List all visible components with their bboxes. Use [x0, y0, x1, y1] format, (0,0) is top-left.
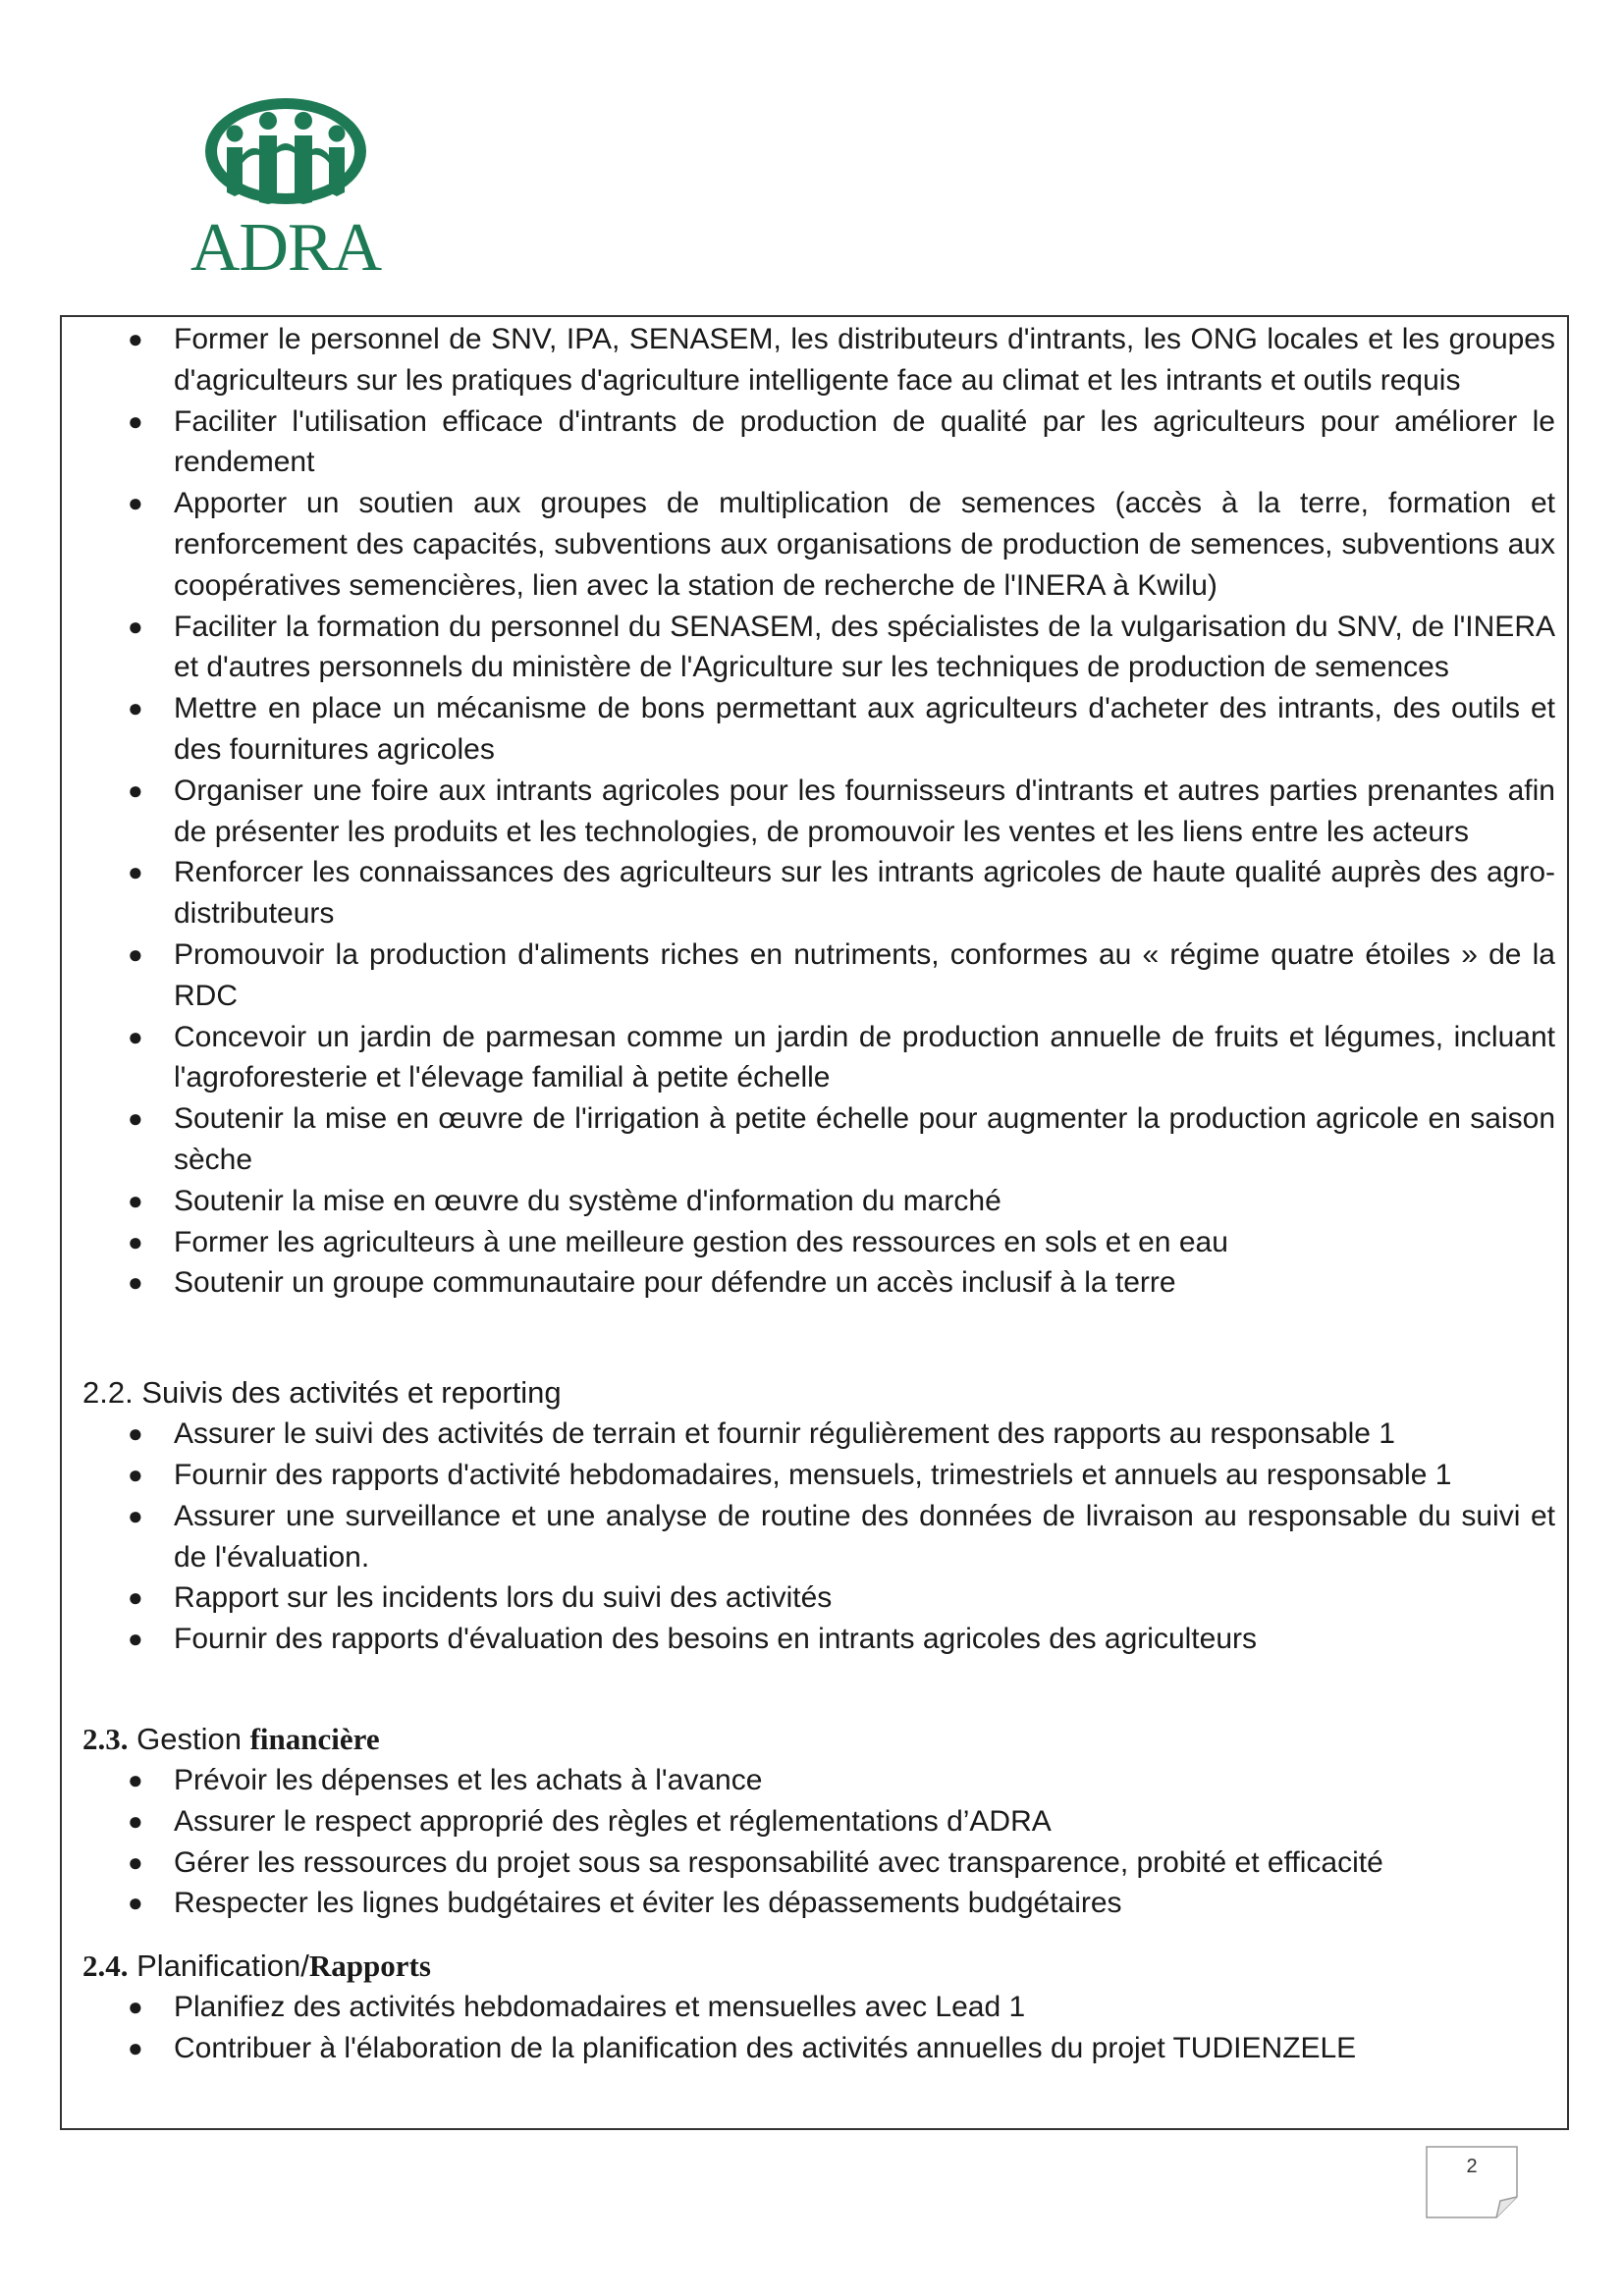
- section-2-4-bullet-list: [82, 1987, 1555, 2069]
- list-item: ● Soutenir un groupe communautaire pour défendre un accès inclusif à la terre: [82, 1262, 1555, 1304]
- list-item: ● Contribuer à l'élaboration de la planification des activités annuelles du projet TUDIENZELE: [82, 2028, 1555, 2069]
- bullet-icon: ●: [128, 611, 143, 641]
- bullet-icon: ●: [128, 1764, 143, 1794]
- bullet-icon: ●: [128, 1992, 143, 2022]
- section-number: 2.4.: [82, 1949, 129, 1984]
- bullet-icon: ●: [128, 1103, 143, 1134]
- section-heading-2-4: [82, 1946, 1555, 1987]
- bullet-icon: ●: [128, 1624, 143, 1654]
- page-number: 2: [1466, 2156, 1478, 2177]
- intro-bullet-list: [82, 319, 1555, 1304]
- list-item: ● Faciliter la formation du personnel du SENASEM, des spécialistes de la vulgarisation du SNV, de l'INERA et d'autres personnels du ministère de l'Agriculture sur les techniques de production de semences: [82, 607, 1555, 689]
- list-item: ● Planifiez des activités hebdomadaires et mensuelles avec Lead 1: [82, 1987, 1555, 2028]
- bullet-icon: ●: [128, 1582, 143, 1613]
- list-item: ● Mettre en place un mécanisme de bons permettant aux agriculteurs d'acheter des intrants, des outils et des fournitures agricoles: [82, 688, 1555, 771]
- bullet-icon: ●: [128, 1021, 143, 1051]
- list-item: ● Faciliter l'utilisation efficace d'intrants de production de qualité par les agriculteurs pour améliorer le rendement: [82, 401, 1555, 484]
- spacer: [82, 1304, 1555, 1372]
- bullet-icon: ●: [128, 1226, 143, 1256]
- bullet-icon: ●: [128, 1500, 143, 1530]
- section-title-text: Planification/: [136, 1949, 309, 1984]
- document-body: [82, 319, 1555, 2069]
- bullet-icon: ●: [128, 1846, 143, 1877]
- bullet-icon: ●: [128, 1185, 143, 1215]
- adra-people-emblem-icon: [189, 94, 382, 212]
- list-item: ● Soutenir la mise en œuvre de l'irrigation à petite échelle pour augmenter la production agricole en saison sèche: [82, 1098, 1555, 1181]
- list-item: ● Soutenir la mise en œuvre du système d'information du marché: [82, 1181, 1555, 1222]
- spacer: [82, 1660, 1555, 1719]
- list-item: ● Assurer le respect approprié des règles et réglementations d’ADRA: [82, 1801, 1555, 1842]
- section-title-bold-text: financière: [249, 1721, 380, 1756]
- list-item: ● Apporter un soutien aux groupes de multiplication de semences (accès à la terre, formation et renforcement des capacités, subventions aux organisations de production de semences, subventions aux coopératives semencières, lien avec la station de recherche de l'INERA à Kwilu): [82, 483, 1555, 606]
- list-item: ● Concevoir un jardin de parmesan comme un jardin de production annuelle de fruits et légumes, incluant l'agroforesterie et l'élevage familial à petite échelle: [82, 1017, 1555, 1099]
- bullet-icon: ●: [128, 1888, 143, 1918]
- bullet-icon: ●: [128, 488, 143, 518]
- bullet-icon: ●: [128, 1459, 143, 1489]
- list-item: ● Fournir des rapports d'évaluation des besoins en intrants agricoles des agriculteurs: [82, 1619, 1555, 1660]
- bullet-icon: ●: [128, 774, 143, 805]
- bullet-icon: ●: [128, 1805, 143, 1836]
- section-number: 2.2.: [82, 1375, 134, 1411]
- list-item: ● Former le personnel de SNV, IPA, SENASEM, les distributeurs d'intrants, les ONG locales et les groupes d'agriculteurs sur les pratiques d'agriculture intelligente face au climat et les intrants et outils requis: [82, 319, 1555, 401]
- list-item: ● Assurer une surveillance et une analyse de routine des données de livraison au responsable du suivi et de l'évaluation.: [82, 1496, 1555, 1578]
- list-item: ● Fournir des rapports d'activité hebdomadaires, mensuels, trimestriels et annuels au responsable 1: [82, 1455, 1555, 1496]
- adra-logo: [189, 94, 382, 286]
- section-number: 2.3.: [82, 1721, 129, 1756]
- section-title-bold-text: Rapports: [308, 1949, 431, 1984]
- section-heading-2-2: [82, 1372, 1555, 1414]
- section-title-text: Gestion: [136, 1721, 250, 1756]
- list-item: ● Rapport sur les incidents lors du suivi des activités: [82, 1577, 1555, 1619]
- section-2-2-bullet-list: [82, 1414, 1555, 1660]
- list-item: ● Promouvoir la production d'aliments riches en nutriments, conformes au « régime quatre étoiles » de la RDC: [82, 934, 1555, 1017]
- bullet-icon: ●: [128, 1418, 143, 1449]
- spacer: [82, 1924, 1555, 1946]
- list-item: ● Renforcer les connaissances des agriculteurs sur les intrants agricoles de haute qualité auprès des agro-distributeurs: [82, 852, 1555, 934]
- bullet-icon: ●: [128, 405, 143, 436]
- bullet-icon: ●: [128, 324, 143, 353]
- list-item: ● Respecter les lignes budgétaires et éviter les dépassements budgétaires: [82, 1883, 1555, 1924]
- section-2-3-bullet-list: [82, 1760, 1555, 1924]
- list-item: ● Prévoir les dépenses et les achats à l'avance: [82, 1760, 1555, 1801]
- list-item: ● Gérer les ressources du projet sous sa responsabilité avec transparence, probité et efficacité: [82, 1842, 1555, 1884]
- section-heading-2-3: [82, 1719, 1555, 1760]
- bullet-icon: ●: [128, 2032, 143, 2062]
- bullet-icon: ●: [128, 857, 143, 887]
- bullet-icon: ●: [128, 938, 143, 969]
- section-title-text: Suivis des activités et reporting: [141, 1375, 562, 1411]
- bullet-icon: ●: [128, 1267, 143, 1298]
- list-item: ● Former les agriculteurs à une meilleure gestion des ressources en sols et en eau: [82, 1222, 1555, 1263]
- list-item: ● Organiser une foire aux intrants agricoles pour les fournisseurs d'intrants et autres parties prenantes afin de présenter les produits et les technologies, de promouvoir les ventes et les liens entre les acteurs: [82, 771, 1555, 853]
- logo-wordmark: ADRA: [189, 210, 382, 286]
- list-item: ● Assurer le suivi des activités de terrain et fournir régulièrement des rapports au responsable 1: [82, 1414, 1555, 1455]
- bullet-icon: ●: [128, 693, 143, 723]
